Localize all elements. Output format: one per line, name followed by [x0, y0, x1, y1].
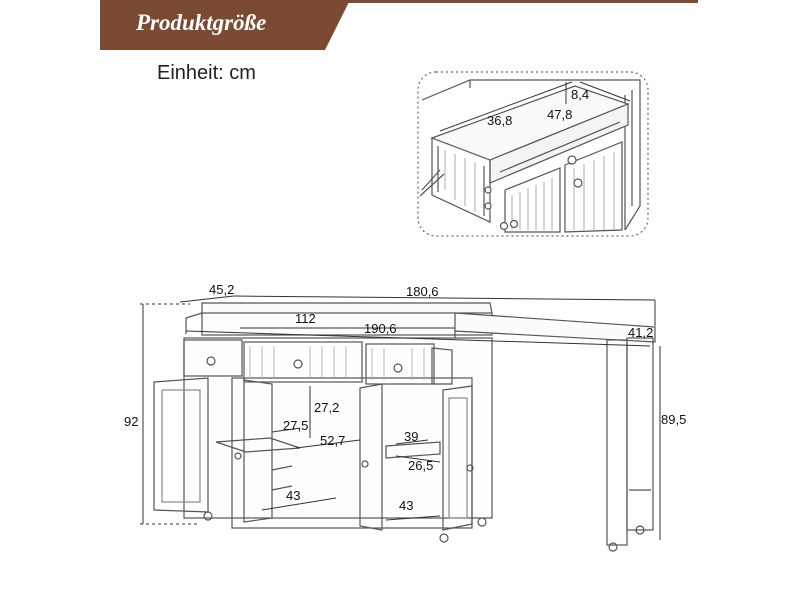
unit-label: Einheit: cm	[157, 62, 256, 84]
dim-detail-width: 47,8	[547, 107, 573, 122]
dim-door-width-left: 43	[286, 488, 301, 503]
dim-shelf-depth-right: 26,5	[408, 458, 434, 473]
dim-detail-depth: 36,8	[487, 113, 513, 128]
dim-shelf-depth-left: 27,5	[283, 418, 309, 433]
dim-extended-width: 190,6	[364, 321, 397, 336]
dim-detail-height: 8,4	[571, 87, 590, 102]
dim-top-width: 112	[295, 311, 316, 326]
main-cabinet	[154, 303, 655, 551]
dim-extension-depth: 41,2	[628, 325, 654, 340]
dim-shelf-width-right: 39	[404, 429, 419, 444]
dim-extension-height: 89,5	[661, 412, 687, 427]
dim-inner-width: 52,7	[320, 433, 346, 448]
dim-depth: 45,2	[209, 282, 235, 297]
dim-total-width: 180,6	[406, 284, 439, 299]
dim-drawer-height: 27,2	[314, 400, 340, 415]
dim-door-width-right: 43	[399, 498, 414, 513]
dim-height: 92	[124, 414, 139, 429]
banner-title: Produktgröße	[136, 10, 267, 35]
